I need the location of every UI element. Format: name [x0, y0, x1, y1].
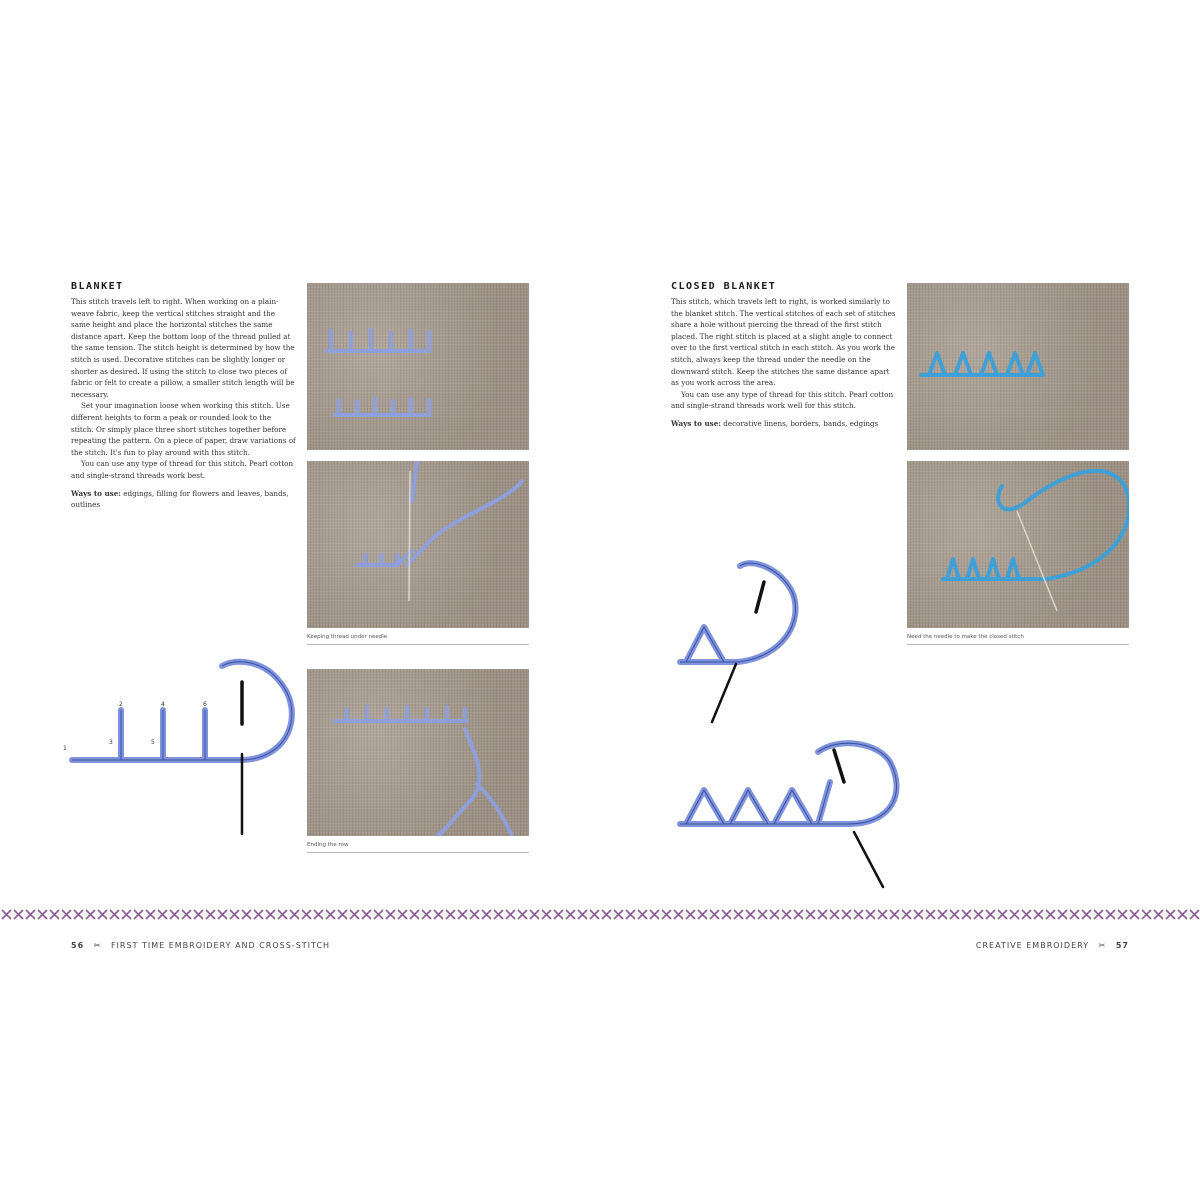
cross-stitch-mark [170, 910, 179, 919]
cross-stitch-mark [698, 910, 707, 919]
blanket-photo-samples [307, 283, 529, 450]
blanket-stitch-thread [307, 669, 529, 836]
cross-stitch-mark [290, 910, 299, 919]
blanket-stitch-thread [307, 283, 529, 450]
cross-stitch-mark [1166, 910, 1175, 919]
scissors-icon: ✂ [93, 941, 102, 950]
cross-stitch-mark [902, 910, 911, 919]
cross-stitch-mark [302, 910, 311, 919]
cross-stitch-mark [1010, 910, 1019, 919]
blanket-stitch-diagram [60, 652, 300, 837]
cross-stitch-mark [1094, 910, 1103, 919]
cross-stitch-mark [842, 910, 851, 919]
cross-stitch-mark [14, 910, 23, 919]
diagram-label: 5 [151, 739, 155, 746]
closed-blanket-diagram-row [668, 732, 908, 892]
diagram-label: 2 [119, 701, 123, 708]
cross-stitch-mark [26, 910, 35, 919]
blanket-body [71, 296, 296, 511]
cross-stitch-mark [686, 910, 695, 919]
diagram-label: 4 [161, 701, 165, 708]
closed-blanket-paragraph: You can use any type of thread for this stitch. Pearl cotton and single-strand threads work well for this stitch. [671, 389, 894, 411]
cross-stitch-mark [98, 910, 107, 919]
cross-stitch-mark [782, 910, 791, 919]
diagram-label: 6 [203, 701, 207, 708]
cross-stitch-mark [158, 910, 167, 919]
cross-stitch-mark [134, 910, 143, 919]
ways-text: edgings, filling for flowers and leaves, bands, outlines [71, 488, 289, 510]
cross-stitch-mark [554, 910, 563, 919]
caption-divider [307, 644, 529, 645]
cross-stitch-mark [86, 910, 95, 919]
blanket-ways [71, 488, 296, 511]
right-footer [976, 941, 1129, 950]
cross-stitch-mark [470, 910, 479, 919]
cross-stitch-mark [1022, 910, 1031, 919]
blanket-caption-1: Keeping thread under needle [307, 634, 388, 640]
cross-stitch-mark [1118, 910, 1127, 919]
right-page-number: 57 [1115, 941, 1129, 950]
left-running-title: FIRST TIME EMBROIDERY AND CROSS-STITCH [110, 941, 331, 950]
cross-stitch-mark [734, 910, 743, 919]
cross-stitch-mark [590, 910, 599, 919]
cross-stitch-mark [278, 910, 287, 919]
blanket-caption-2: Ending the row [307, 842, 349, 848]
cross-stitch-mark [50, 910, 59, 919]
cross-stitch-mark [770, 910, 779, 919]
closed-blanket-ways [671, 418, 896, 430]
closed-blanket-caption-1: Need the needle to make the closed stitch [907, 634, 1024, 640]
cross-stitch-mark [530, 910, 539, 919]
cross-stitch-mark [146, 910, 155, 919]
blanket-photo-ending-row [307, 669, 529, 836]
closed-blanket-stitch-thread [907, 461, 1129, 628]
cross-stitch-border [0, 906, 1200, 924]
cross-stitch-mark [314, 910, 323, 919]
closed-blanket-photo-sample [907, 283, 1129, 450]
cross-stitch-mark [62, 910, 71, 919]
cross-stitch-mark [722, 910, 731, 919]
right-running-title: CREATIVE EMBROIDERY [975, 941, 1090, 950]
diagram-label: 3 [109, 739, 113, 746]
cross-stitch-mark [458, 910, 467, 919]
cross-stitch-mark [938, 910, 947, 919]
cross-stitch-mark [410, 910, 419, 919]
cross-stitch-mark [962, 910, 971, 919]
cross-stitch-mark [242, 910, 251, 919]
cross-stitch-mark [110, 910, 119, 919]
cross-stitch-mark [74, 910, 83, 919]
cross-stitch-mark [1082, 910, 1091, 919]
cross-stitch-mark [758, 910, 767, 919]
cross-stitch-mark [986, 910, 995, 919]
ways-label: Ways to use: [71, 488, 121, 498]
cross-stitch-mark [566, 910, 575, 919]
cross-stitch-mark [1070, 910, 1079, 919]
cross-stitch-mark [1106, 910, 1115, 919]
cross-stitch-mark [1154, 910, 1163, 919]
cross-stitch-mark [662, 910, 671, 919]
caption-divider [307, 852, 529, 853]
cross-stitch-mark [494, 910, 503, 919]
cross-stitch-mark [218, 910, 227, 919]
cross-stitch-mark [926, 910, 935, 919]
cross-stitch-mark [854, 910, 863, 919]
cross-stitch-mark [602, 910, 611, 919]
closed-blanket-stitch-thread [907, 283, 1129, 450]
cross-stitch-mark [650, 910, 659, 919]
cross-stitch-mark [1190, 910, 1199, 919]
cross-stitch-mark [542, 910, 551, 919]
cross-stitch-mark [518, 910, 527, 919]
blanket-paragraph: Set your imagination loose when working this stitch. Use different heights to form a peak or rounded look to the stitch. Or simply place three short stitches together before repeating the pattern. On a piece of paper, draw variations of the stitch. It's fun to play around with this stitch. [71, 401, 296, 457]
cross-stitch-mark [1178, 910, 1187, 919]
cross-stitch-mark [806, 910, 815, 919]
cross-stitch-mark [374, 910, 383, 919]
cross-stitch-mark [794, 910, 803, 919]
cross-stitch-mark [578, 910, 587, 919]
cross-stitch-mark [206, 910, 215, 919]
cross-stitch-mark [866, 910, 875, 919]
cross-stitch-mark [194, 910, 203, 919]
closed-blanket-photo-needle [907, 461, 1129, 628]
cross-stitch-mark [446, 910, 455, 919]
cross-stitch-mark [482, 910, 491, 919]
cross-stitch-mark [350, 910, 359, 919]
ways-label: Ways to use: [671, 418, 721, 428]
cross-stitch-mark [182, 910, 191, 919]
cross-stitch-mark [1058, 910, 1067, 919]
cross-stitch-mark [434, 910, 443, 919]
cross-stitch-mark [422, 910, 431, 919]
closed-blanket-body [671, 296, 896, 430]
cross-stitch-mark [230, 910, 239, 919]
cross-stitch-mark [746, 910, 755, 919]
cross-stitch-mark [710, 910, 719, 919]
cross-stitch-mark [914, 910, 923, 919]
cross-stitch-mark [614, 910, 623, 919]
cross-stitch-mark [950, 910, 959, 919]
cross-stitch-mark [2, 910, 11, 919]
cross-stitch-mark [338, 910, 347, 919]
cross-stitch-mark [326, 910, 335, 919]
diagram-label: 1 [63, 745, 67, 752]
blanket-paragraph: This stitch travels left to right. When working on a plain-weave fabric, keep the vertical stitches straight and the same height and place the horizontal stitches the same distance apart. Keep the bottom loop of the thread pulled at the same tension. The stitch height is determined by how the stitch is used. Decorative stitches can be slightly longer or shorter as desired. If using the stitch to close two pieces of fabric or felt to create a pillow, a smaller stitch length will be necessary. [71, 297, 295, 399]
cross-stitch-mark [638, 910, 647, 919]
blanket-heading: BLANKET [71, 281, 124, 292]
cross-stitch-mark [830, 910, 839, 919]
closed-blanket-heading: CLOSED BLANKET [671, 281, 777, 292]
cross-stitch-mark [998, 910, 1007, 919]
blanket-photo-keeping-thread [307, 461, 529, 628]
scissors-icon: ✂ [1098, 941, 1107, 950]
blanket-stitch-thread [307, 461, 529, 628]
blanket-paragraph: You can use any type of thread for this stitch. Pearl cotton and single-strand threads work best. [71, 459, 294, 480]
cross-stitch-mark [254, 910, 263, 919]
caption-divider [907, 644, 1129, 645]
cross-stitch-mark [386, 910, 395, 919]
left-page-number: 56 [71, 941, 85, 950]
cross-stitch-mark [818, 910, 827, 919]
cross-stitch-mark [1034, 910, 1043, 919]
cross-stitch-mark [890, 910, 899, 919]
cross-stitch-mark [1046, 910, 1055, 919]
closed-blanket-paragraph: This stitch, which travels left to right, is worked similarly to the blanket stitch. The vertical stitches of each set of stitches share a hole without piercing the thread of the first stitch placed. The right stitch is placed at a slight angle to connect over to the first vertical stitch in each stitch. As you work the stitch, always keep the thread under the needle on the downward stitch. Keep the stitches the same distance apart as you work across the area. [671, 297, 896, 388]
cross-stitch-mark [398, 910, 407, 919]
left-footer [71, 941, 330, 950]
cross-stitch-mark [266, 910, 275, 919]
cross-stitch-mark [122, 910, 131, 919]
cross-stitch-mark [506, 910, 515, 919]
cross-stitch-mark [674, 910, 683, 919]
cross-stitch-mark [878, 910, 887, 919]
cross-stitch-mark [626, 910, 635, 919]
cross-stitch-mark [974, 910, 983, 919]
closed-blanket-diagram-start [668, 552, 808, 727]
ways-text: decorative linens, borders, bands, edgings [723, 418, 879, 428]
cross-stitch-mark [362, 910, 371, 919]
cross-stitch-mark [1142, 910, 1151, 919]
cross-stitch-mark [1130, 910, 1139, 919]
cross-stitch-mark [38, 910, 47, 919]
